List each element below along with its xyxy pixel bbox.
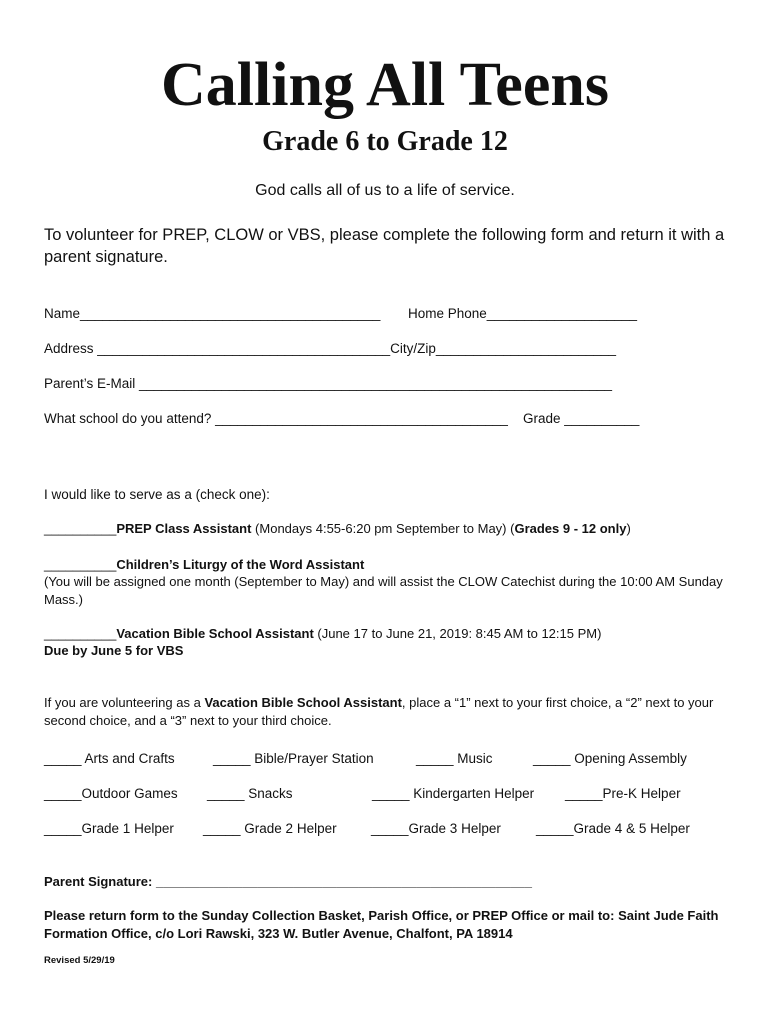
return-instructions: Please return form to the Sunday Collection Basket, Parish Office, or PREP Office or mail to: Saint Jude Faith Formation Office, c/o Lori Rawski, 323 W. Butler Avenue, Chalfont, PA 18914: [44, 908, 719, 941]
intro-text: To volunteer for PREP, CLOW or VBS, please complete the following form and return it with a parent signature.: [44, 226, 725, 266]
vbs-intro-bold: Vacation Bible School Assistant: [204, 695, 402, 710]
vbs-detail: (June 17 to June 21, 2019: 8:45 AM to 12:15 PM): [313, 626, 602, 641]
choice-prek-helper[interactable]: _____Pre-K Helper: [565, 786, 681, 801]
choice-grade1-helper[interactable]: _____Grade 1 Helper: [44, 821, 174, 836]
choice-grade4-5-helper[interactable]: _____Grade 4 & 5 Helper: [536, 821, 690, 836]
prep-grades: Grades 9 - 12 only: [514, 521, 627, 536]
choice-arts-crafts[interactable]: _____ Arts and Crafts: [44, 751, 175, 766]
prep-option[interactable]: [44, 520, 631, 538]
vbs-blank[interactable]: __________: [44, 626, 117, 641]
choice-outdoor-games[interactable]: _____Outdoor Games: [44, 786, 178, 801]
address-field[interactable]: Address _______________________________________City/Zip________________________: [44, 341, 617, 356]
vbs-intro-after: , place a “1” next to your first choice, a “2” next to your second choice, and a “3” next to your third choice.: [44, 695, 714, 728]
choice-grade3-helper[interactable]: _____Grade 3 Helper: [371, 821, 501, 836]
prep-title: PREP Class Assistant: [116, 521, 252, 536]
revised-date: Revised 5/29/19: [44, 955, 115, 966]
vbs-intro-before: If you are volunteering as a: [44, 695, 205, 710]
signature-label: Parent Signature:: [44, 874, 153, 889]
prep-blank[interactable]: __________: [44, 521, 117, 536]
choice-bible-prayer[interactable]: _____ Bible/Prayer Station: [213, 751, 374, 766]
clow-blank[interactable]: __________: [44, 557, 117, 572]
prep-detail: (Mondays 4:55-6:20 pm September to May) (: [251, 521, 515, 536]
serve-prompt: I would like to serve as a (check one):: [44, 487, 270, 502]
motto-text: God calls all of us to a life of service.: [255, 182, 515, 199]
grade-field[interactable]: Grade __________: [523, 411, 640, 426]
name-field[interactable]: Name________________________________________: [44, 306, 381, 321]
form-title: Calling All Teens: [161, 51, 609, 119]
choice-opening-assembly[interactable]: _____ Opening Assembly: [533, 751, 687, 766]
parent-signature-field[interactable]: [44, 873, 532, 891]
signature-line[interactable]: ____________________________________________________: [152, 874, 532, 889]
clow-detail: (You will be assigned one month (September to May) and will assist the CLOW Catechist during the 10:00 AM Sunday Mass.): [44, 574, 723, 607]
vbs-title: Vacation Bible School Assistant: [116, 626, 314, 641]
choice-music[interactable]: _____ Music: [416, 751, 493, 766]
choice-kindergarten-helper[interactable]: _____ Kindergarten Helper: [372, 786, 535, 801]
parent-email-field[interactable]: Parent’s E-Mail _______________________________________________________________: [44, 376, 613, 391]
choice-grade2-helper[interactable]: _____ Grade 2 Helper: [203, 821, 337, 836]
form-subtitle: Grade 6 to Grade 12: [262, 126, 508, 157]
clow-title: Children’s Liturgy of the Word Assistant: [116, 557, 365, 572]
vbs-option[interactable]: [44, 625, 601, 643]
vbs-choice-instructions: [44, 694, 734, 730]
vbs-due-date: Due by June 5 for VBS: [44, 643, 184, 658]
choice-snacks[interactable]: _____ Snacks: [207, 786, 293, 801]
prep-close: ): [626, 521, 631, 536]
school-field[interactable]: What school do you attend? _______________________________________: [44, 411, 508, 426]
clow-option[interactable]: [44, 556, 364, 574]
home-phone-field[interactable]: Home Phone____________________: [408, 306, 637, 321]
